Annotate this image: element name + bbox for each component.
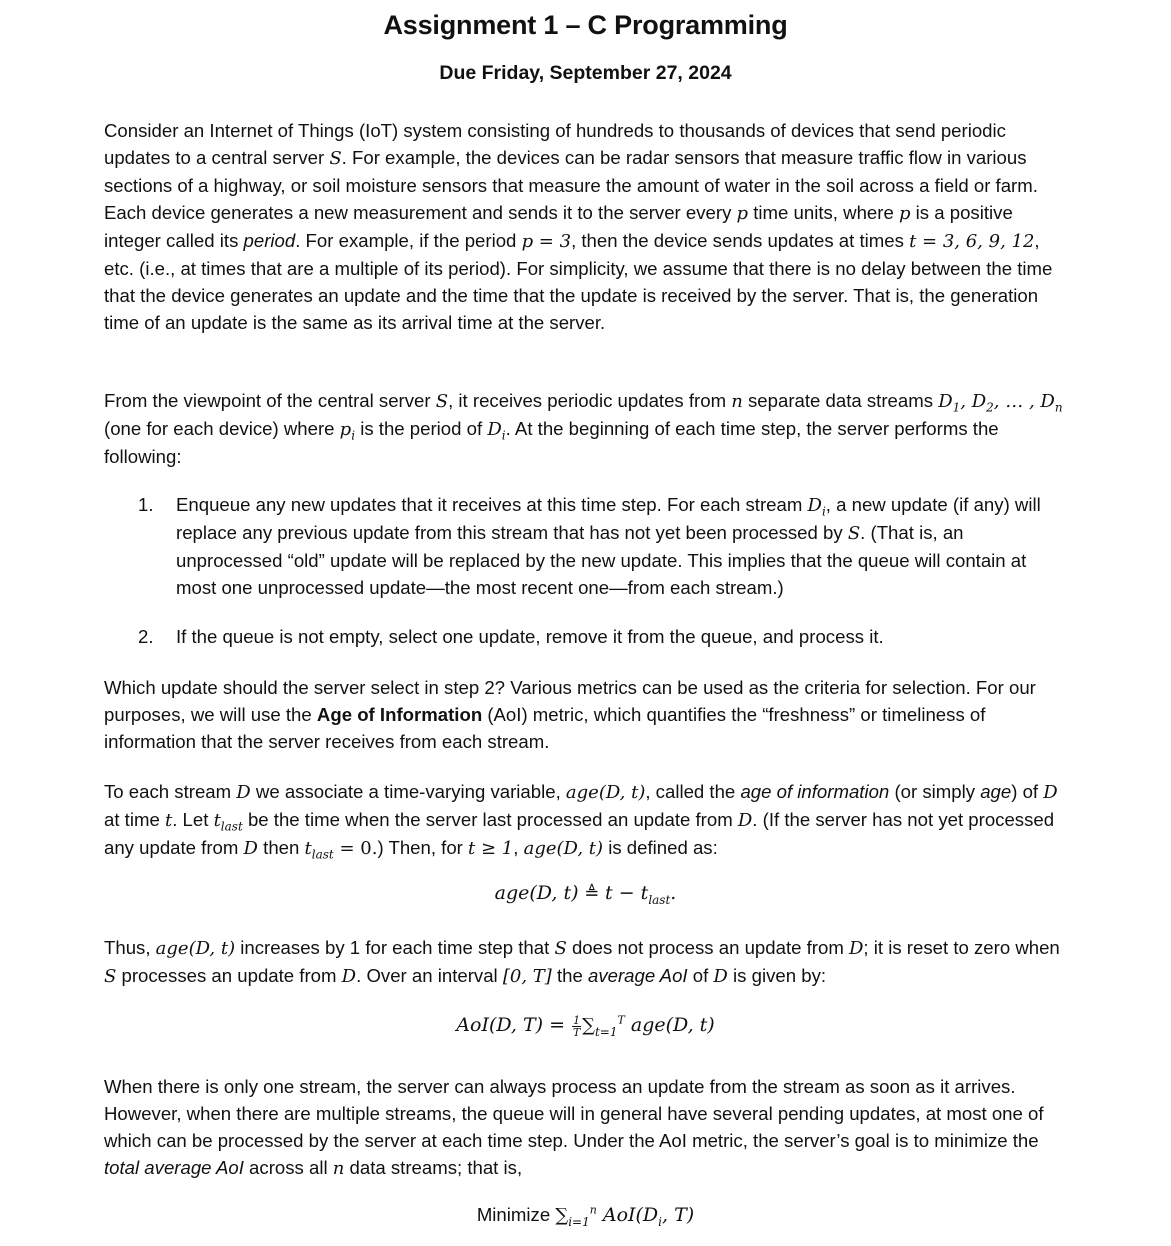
list-item — [138, 491, 1068, 601]
list-item — [138, 623, 1068, 650]
list-text: Enqueue any new updates that it receives at this time step. For each stream $D_i$, a new update (if any) will replace any previous update from this stream that has not yet been processed by S. (That is, an unprocessed “old” update will be replaced by the new update. This implies that the queue will contain at most one unprocessed update—the most recent one—from each stream.) — [176, 494, 1041, 598]
paragraph-intro: Consider an Internet of Things (IoT) system consisting of hundreds to thousands of devices that send periodic updates to a central server S. For example, the devices can be radar sensors that measure traffic flow in various sections of a highway, or soil moisture sensors that measure the amount of water in the soil across a field or farm. Each device generates a new measurement and sends it to the server every p time units, where p is a positive integer called its period. For example, if the period p = 3, then the device sends updates at times t = 3, 6, 9, 12, etc. (i.e., at times that are a multiple of its period). For simplicity, we assume that there is no delay between the time that the device generates an update and the time that the update is received by the server. That is, the generation time of an update is the same as its arrival time at the server. — [104, 120, 1053, 333]
list-text: If the queue is not empty, select one update, remove it from the queue, and process it. — [176, 626, 884, 647]
paragraph-aoi-metric: Which update should the server select in step 2? Various metrics can be used as the criteria for selection. For our purposes, we will use the Age of Information (AoI) metric, which quantifies the “freshness” or timeliness of information that the server receives from each stream. — [104, 677, 1036, 752]
due-date: Due Friday, September 27, 2024 — [439, 62, 732, 84]
minimize-objective: Minimize $\sum_{i=1}^n$ $AoI(D_i$, T) — [476, 1203, 695, 1229]
paragraph-server-viewpoint: From the viewpoint of the central server S, it receives periodic updates from n separate data streams $D_1$, $D_2$, … , $D_n$ (one for each device) where $p_i$ is the period of $D_i$. At the beginning of each time step, the server performs the following: — [104, 390, 1063, 467]
list-number: 1. — [138, 494, 154, 515]
paragraph-multiple-streams: When there is only one stream, the server can always process an update from the stream as soon as it arrives. However, when there are multiple streams, the queue will in general have several pending updates, at most one of which can be processed by the server at each time step. Under the AoI metric, the server’s goal is to minimize the total average AoI across all n data streams; that is, — [104, 1076, 1044, 1179]
average-aoi-equation: AoI(D, T) = $\frac{1}{T}$ $\sum_{t=1}^T$ age(D, t) — [456, 1013, 715, 1039]
paragraph-average-aoi: Thus, age(D, t) increases by 1 for each time step that S does not process an update from D; it is reset to zero when S processes an update from D. Over an interval [0, T] the average AoI of D is given by: — [104, 937, 1060, 987]
list-number: 2. — [138, 626, 154, 647]
age-equation: age(D, t) ≜ $t - t_{last}$. — [494, 882, 677, 907]
paragraph-age-definition: To each stream D we associate a time-varying variable, age(D, t), called the age of information (or simply age) of D at time t. Let $t_{last}$ be the time when the server last processed an update from D. (If the server has not yet processed any update from D then $t_{last} = 0$.) Then, for t ≥ 1, age(D, t) is defined as: — [104, 781, 1058, 862]
page-title: Assignment 1 – C Programming — [383, 10, 788, 40]
